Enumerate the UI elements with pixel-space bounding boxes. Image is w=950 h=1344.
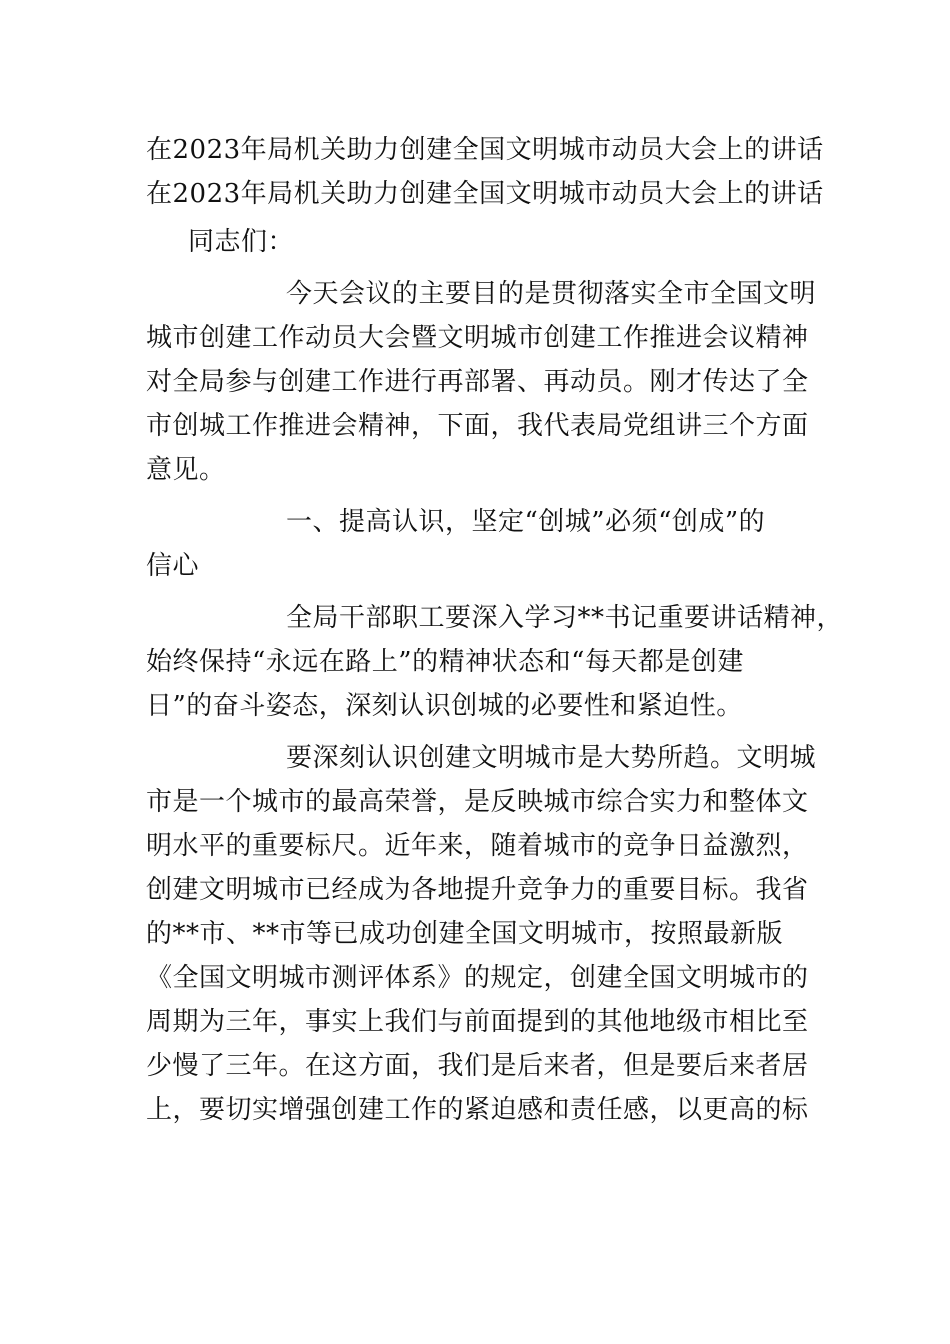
- paragraph-line: 日”的奋斗姿态，深刻认识创城的必要性和紧迫性。: [146, 691, 743, 721]
- section-heading-1: [146, 500, 816, 588]
- document-title-repeat: 在2023年局机关助力创建全国文明城市动员大会上的讲话: [146, 179, 824, 209]
- paragraph-line: 城市创建工作动员大会暨文明城市创建工作推进会议精神: [146, 323, 809, 353]
- paragraph-line: 始终保持“永远在路上”的精神状态和“每天都是创建: [146, 647, 744, 677]
- paragraph-line: 对全局参与创建工作进行再部署、再动员。刚才传达了全: [146, 367, 809, 397]
- document-title: 在2023年局机关助力创建全国文明城市动员大会上的讲话: [146, 135, 824, 165]
- paragraph-line: 今天会议的主要目的是贯彻落实全市全国文明: [286, 279, 817, 309]
- paragraph-2: [146, 596, 844, 728]
- paragraph-line: 全局干部职工要深入学习**书记重要讲话精神，: [286, 603, 844, 633]
- paragraph-line: 市是一个城市的最高荣誉，是反映城市综合实力和整体文: [146, 787, 809, 817]
- paragraph-line: 周期为三年，事实上我们与前面提到的其他地级市相比至: [146, 1007, 809, 1037]
- paragraph-line: 明水平的重要标尺。近年来，随着城市的竞争日益激烈，: [146, 831, 809, 861]
- paragraph-line: 要深刻认识创建文明城市是大势所趋。文明城: [286, 743, 817, 773]
- paragraph-line: 少慢了三年。在这方面，我们是后来者，但是要后来者居: [146, 1051, 809, 1081]
- paragraph-line: 创建文明城市已经成为各地提升竞争力的重要目标。我省: [146, 875, 809, 905]
- paragraph-1: [146, 272, 816, 492]
- paragraph-line: 市创城工作推进会精神，下面，我代表局党组讲三个方面: [146, 411, 809, 441]
- paragraph-line: 的**市、**市等已成功创建全国文明城市，按照最新版: [146, 919, 784, 949]
- salutation: 同志们：: [188, 227, 295, 257]
- paragraph-3: [146, 736, 816, 1132]
- paragraph-line: 上，要切实增强创建工作的紧迫感和责任感，以更高的标: [146, 1095, 809, 1125]
- heading-line: 一、提高认识，坚定“创城”必须“创成”的: [286, 507, 766, 537]
- heading-line: 信心: [146, 551, 200, 581]
- paragraph-line: 《全国文明城市测评体系》的规定，创建全国文明城市的: [146, 963, 809, 993]
- document-page: [146, 128, 844, 1132]
- paragraph-line: 意见。: [146, 455, 226, 485]
